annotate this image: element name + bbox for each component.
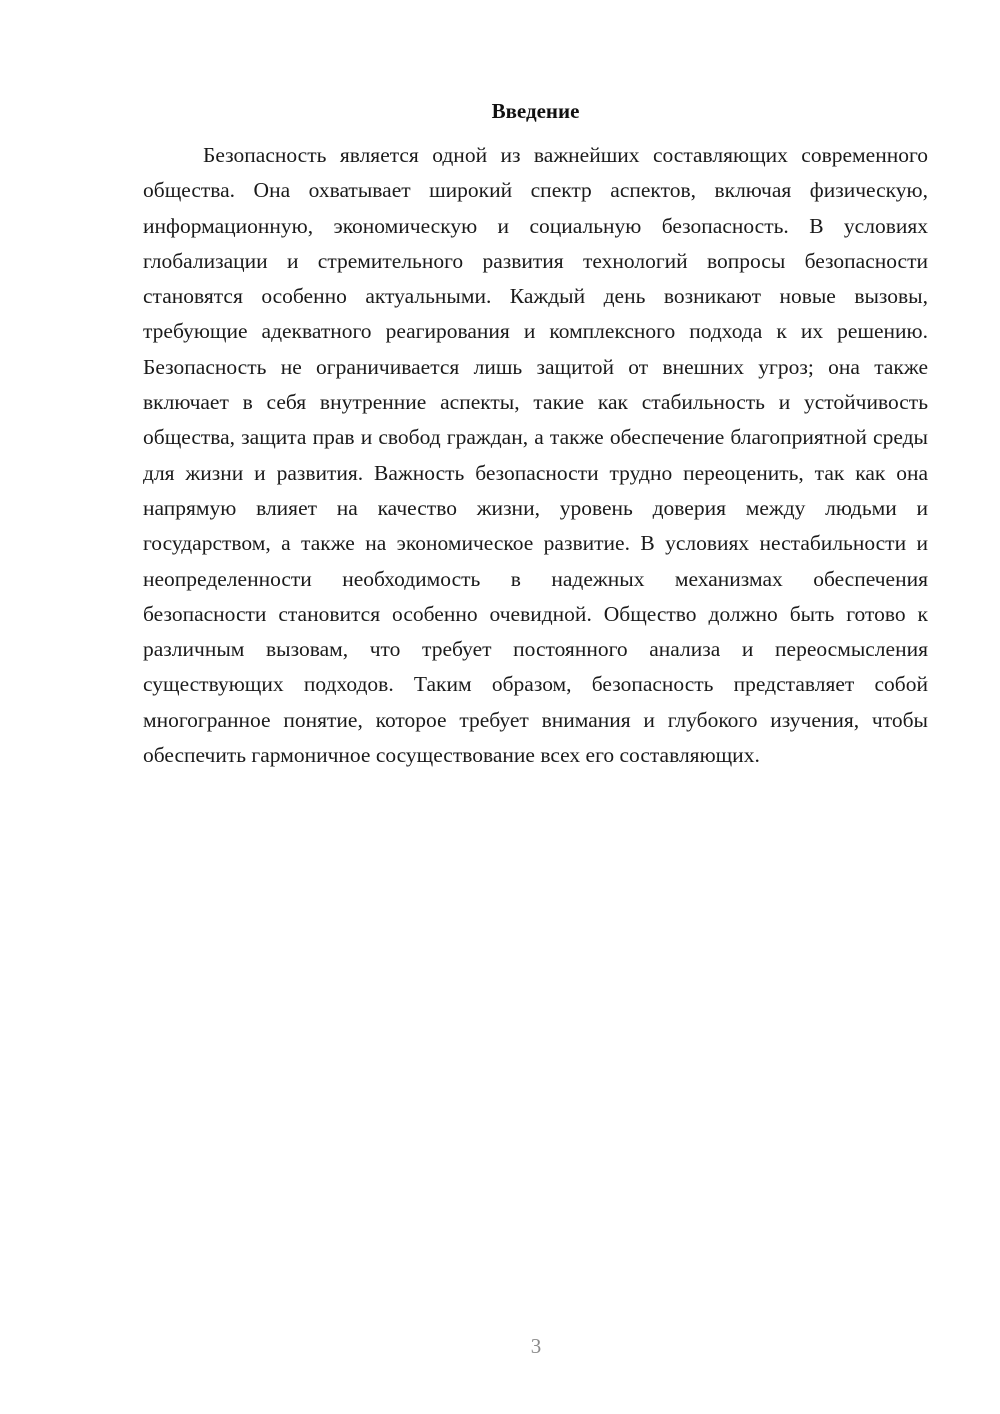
page-content — [143, 96, 928, 773]
section-heading: Введение — [491, 99, 580, 123]
body-paragraph: Безопасность является одной из важнейших составляющих современного общества. Она охватывает широкий спектр аспектов, включая физическую, информационную, экономическую и социальную безопасность. В условиях глобализации и стремительного развития технологий вопросы безопасности становятся особенно актуальными. Каждый день возникают новые вызовы, требующие адекватного реагирования и комплексного подхода к их решению. Безопасность не ограничивается лишь защитой от внешних угроз; она также включает в себя внутренние аспекты, такие как стабильность и устойчивость общества, защита прав и свобод граждан, а также обеспечение благоприятной среды для жизни и развития. Важность безопасности трудно переоценить, так как она напрямую влияет на качество жизни, уровень доверия между людьми и государством, а также на экономическое развитие. В условиях нестабильности и неопределенности необходимость в надежных механизмах обеспечения безопасности становится особенно очевидной. Общество должно быть готово к различным вызовам, что требует постоянного анализа и переосмысления существующих подходов. Таким образом, безопасность представляет собой многогранное понятие, которое требует внимания и глубокого изучения, чтобы обеспечить гармоничное сосуществование всех его составляющих. — [143, 143, 928, 768]
page-number: 3 — [530, 1334, 542, 1358]
